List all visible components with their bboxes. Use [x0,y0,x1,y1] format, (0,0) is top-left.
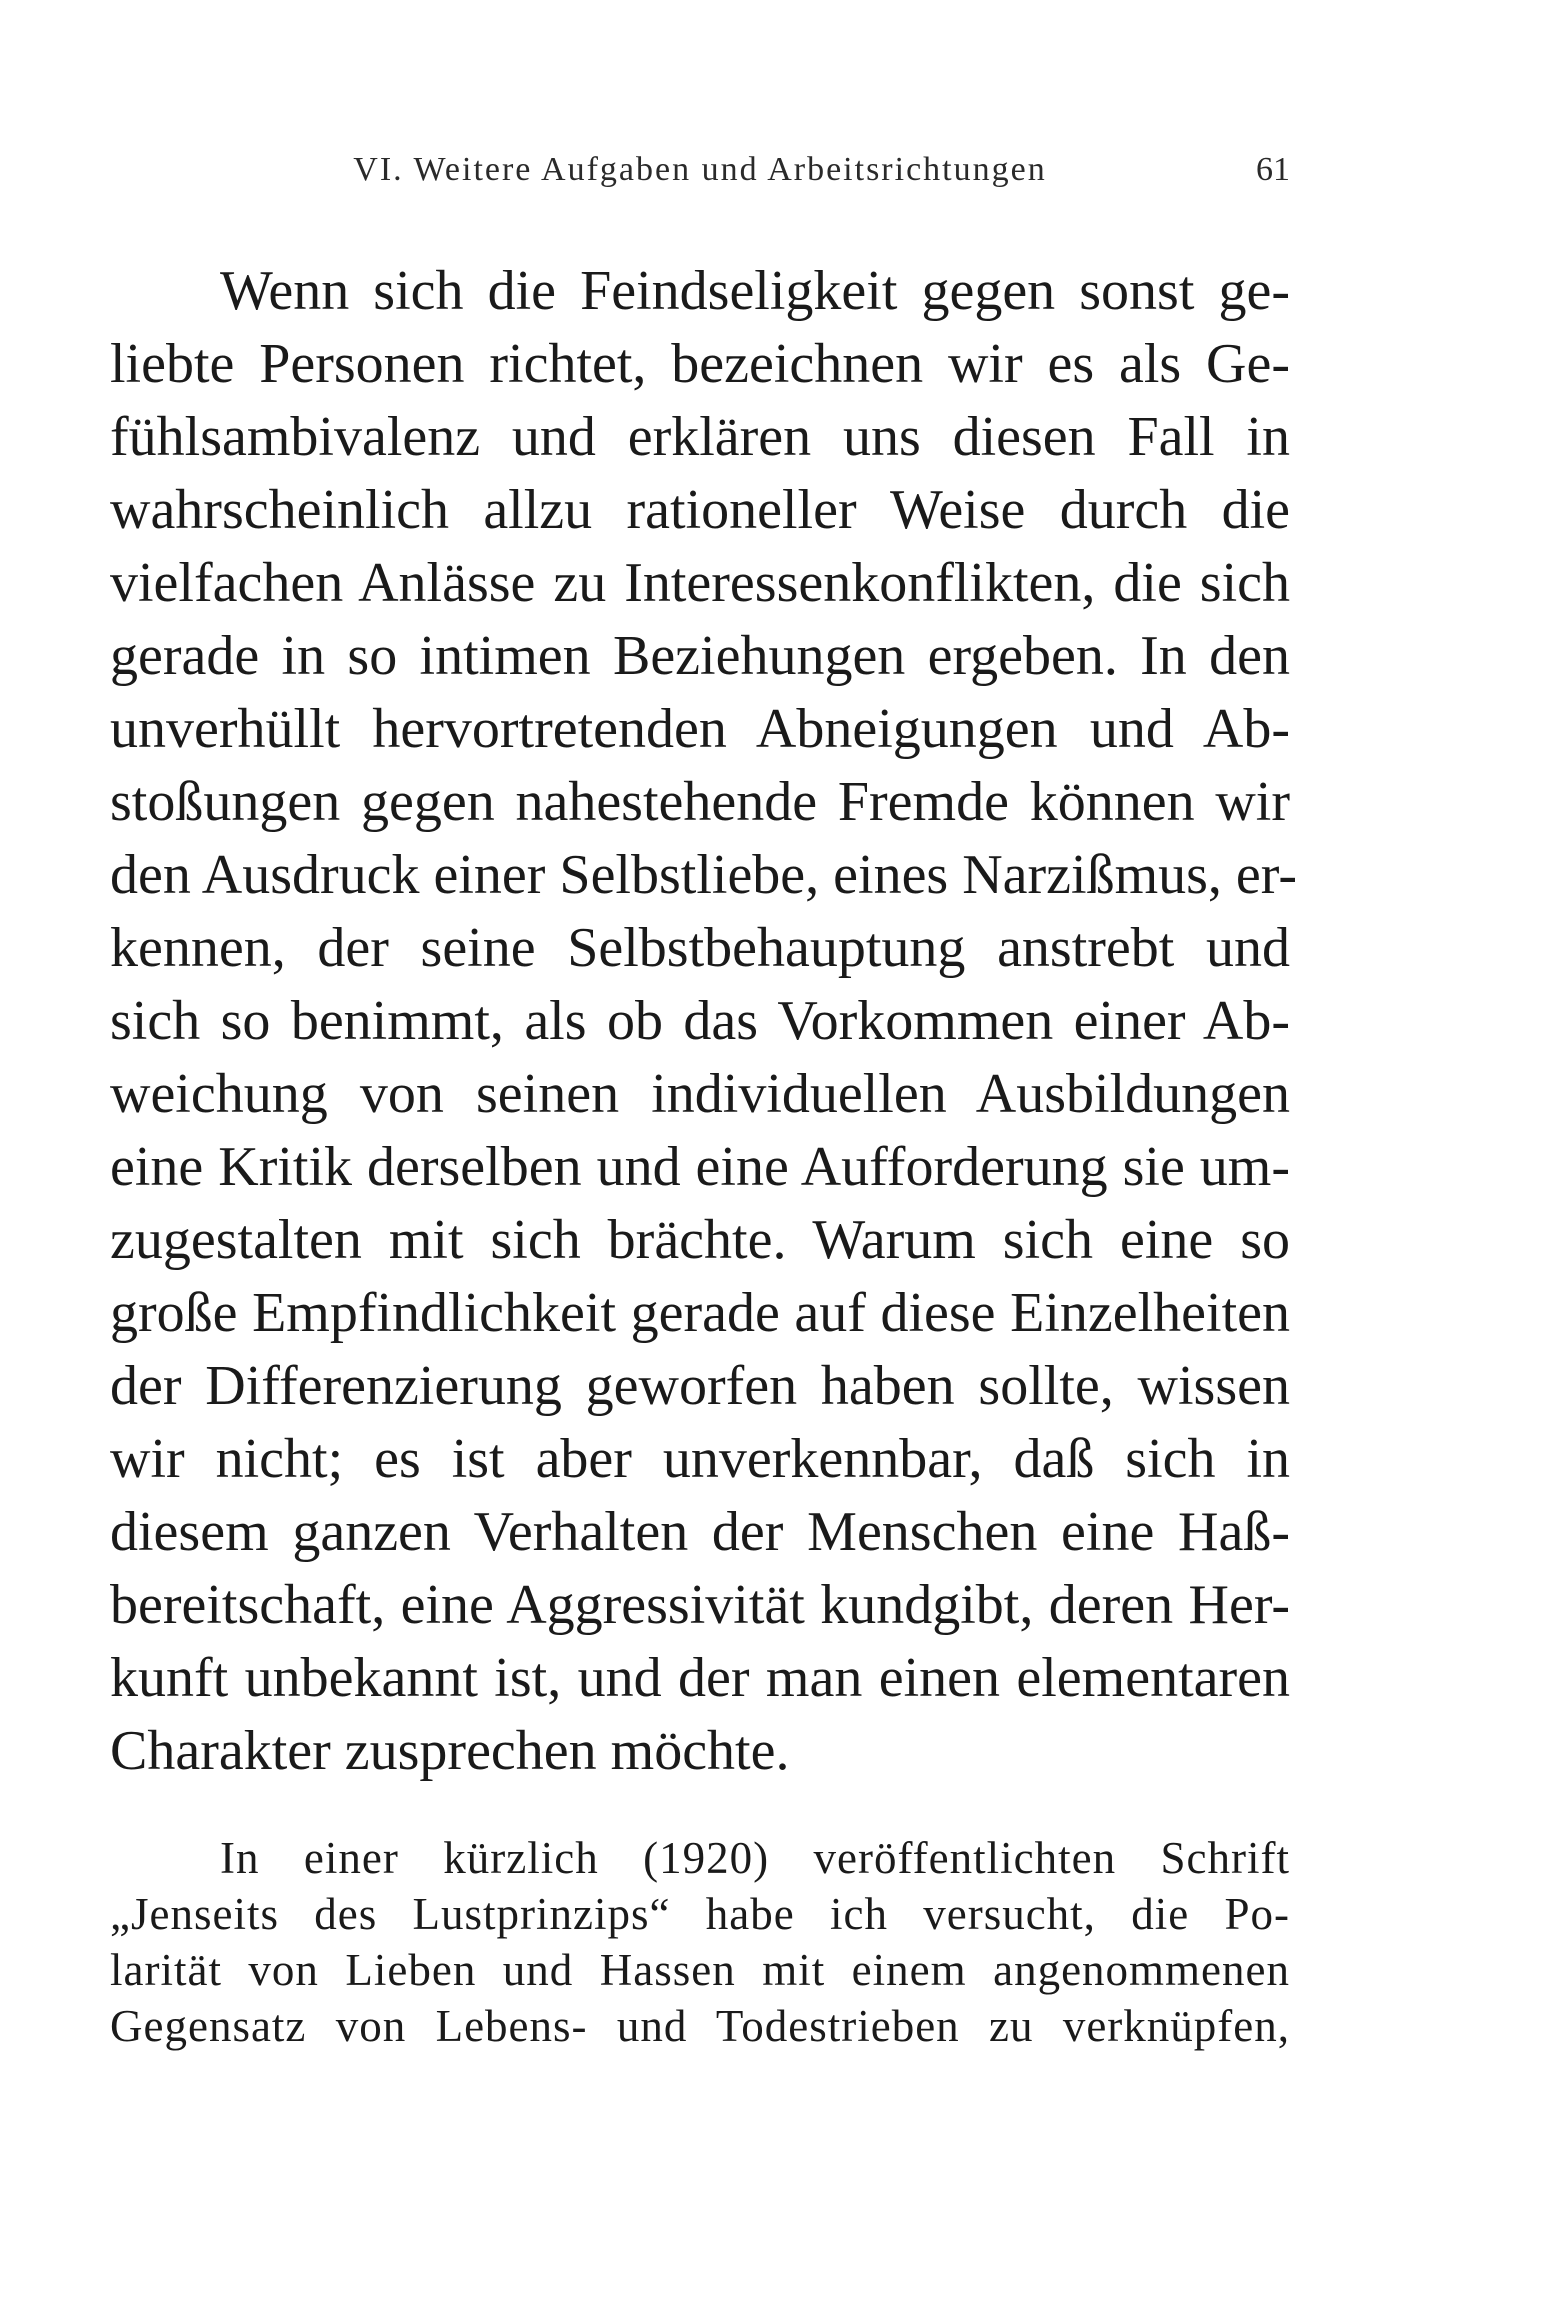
page-number: 61 [1256,151,1290,188]
text-line: stoßungen gegen nahestehende Fremde können wir [110,771,1290,833]
text-line: „Jenseits des Lustprinzips“ habe ich versucht, die Po- [110,1889,1290,1939]
text-line: der Differenzierung geworfen haben sollte, wissen [110,1355,1290,1417]
text-line: unverhüllt hervortretenden Abneigungen und Ab- [110,698,1290,760]
text-line: zugestalten mit sich brächte. Warum sich eine so [110,1209,1290,1271]
text-line: wahrscheinlich allzu rationeller Weise durch die [110,479,1290,541]
text-line: gerade in so intimen Beziehungen ergeben. In den [110,625,1290,687]
text-line: liebte Personen richtet, bezeichnen wir es als Ge- [110,333,1290,395]
text-line: große Empfindlichkeit gerade auf diese Einzelheiten [110,1282,1290,1344]
text-line: diesem ganzen Verhalten der Menschen eine Haß- [110,1501,1290,1563]
text-line: weichung von seinen individuellen Ausbildungen [110,1063,1290,1125]
text-line: larität von Lieben und Hassen mit einem angenommenen [110,1945,1290,1995]
chapter-heading: VI. Weitere Aufgaben und Arbeitsrichtungen [353,151,1047,188]
running-head [110,146,1290,194]
text-line: kunft unbekannt ist, und der man einen elementaren [110,1647,1290,1709]
text-line: fühlsambivalenz und erklären uns diesen Fall in [110,406,1290,468]
text-line: den Ausdruck einer Selbstliebe, eines Narzißmus, er- [110,844,1297,906]
text-line: Wenn sich die Feindseligkeit gegen sonst ge- [220,260,1290,322]
text-line: wir nicht; es ist aber unverkennbar, daß sich in [110,1428,1290,1490]
text-line: bereitschaft, eine Aggressivität kundgibt, deren Her- [110,1574,1290,1636]
second-paragraph [110,1830,1290,2054]
main-paragraph [110,255,1297,1788]
text-line: In einer kürzlich (1920) veröffentlichten Schrift [220,1833,1290,1883]
text-line: kennen, der seine Selbstbehauptung anstrebt und [110,917,1290,979]
text-line: eine Kritik derselben und eine Aufforderung sie um- [110,1136,1290,1198]
text-line: sich so benimmt, als ob das Vorkommen einer Ab- [110,990,1290,1052]
text-line: vielfachen Anlässe zu Interessenkonflikten, die sich [110,552,1290,614]
text-line: Charakter zusprechen möchte. [110,1720,790,1782]
text-line: Gegensatz von Lebens- und Todestrieben zu verknüpfen, [110,2001,1290,2051]
